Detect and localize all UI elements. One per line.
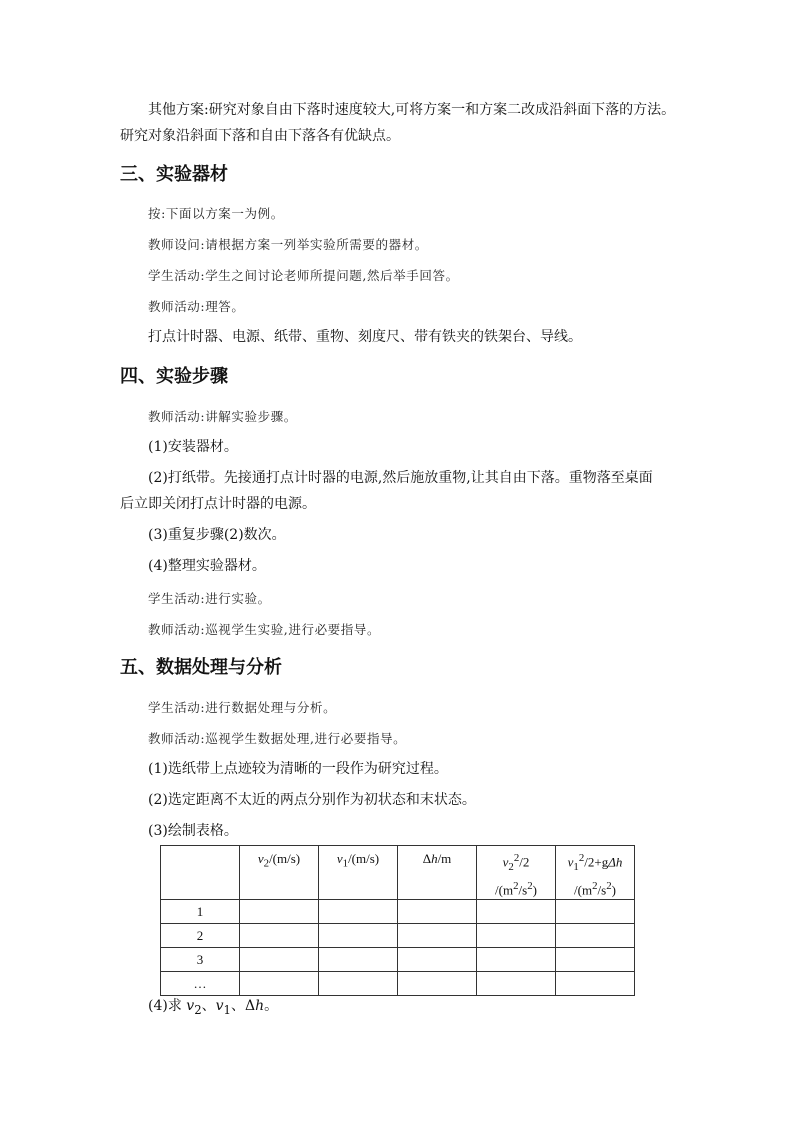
section-5-heading: 五、数据处理与分析 (120, 657, 282, 678)
table-header-v2: $v_2/(m/s)$ (240, 846, 319, 900)
paragraph-other-plan-line2: 研究对象沿斜面下落和自由下落各有优缺点。 (120, 128, 400, 144)
table-cell (398, 924, 477, 948)
section-4-step-4: (4)整理实验器材。 (148, 558, 266, 574)
section-4-step-3: (3)重复步骤(2)数次。 (148, 527, 286, 543)
table-cell (240, 924, 319, 948)
table-cell (319, 924, 398, 948)
section-5-student-activity: 学生活动:进行数据处理与分析。 (148, 700, 337, 715)
table-cell (556, 948, 635, 972)
table-header-row (161, 846, 635, 900)
period: 。 (264, 998, 279, 1014)
table-cell (398, 948, 477, 972)
section-3-note: 按:下面以方案一为例。 (148, 206, 284, 221)
section-5-step-4 (148, 993, 708, 1023)
table-row-index: … (161, 972, 240, 996)
table-cell (240, 900, 319, 924)
section-4-teacher-intro: 教师活动:讲解实验步骤。 (148, 409, 297, 424)
table-row (161, 948, 635, 972)
table-row-index: 3 (161, 948, 240, 972)
table-header-index (161, 846, 240, 900)
section-5-step-3: (3)绘制表格。 (148, 823, 238, 839)
table-cell (477, 948, 556, 972)
table-cell (319, 948, 398, 972)
table-cell (398, 900, 477, 924)
table-row-index: 1 (161, 900, 240, 924)
symbol-v1-subscript: 1 (223, 1002, 231, 1017)
table-cell (477, 900, 556, 924)
table-cell (240, 948, 319, 972)
table-row (161, 900, 635, 924)
table-cell (319, 900, 398, 924)
symbol-v2-subscript: 2 (194, 1002, 202, 1017)
table-header-v1: $v_1/(m/s)$ (319, 846, 398, 900)
symbol-v1: v (215, 998, 224, 1014)
section-5-step-2: (2)选定距离不太近的两点分别作为初状态和末状态。 (148, 792, 476, 808)
section-3-heading: 三、实验器材 (120, 164, 228, 185)
table-row (161, 924, 635, 948)
section-3-teacher-activity: 教师活动:理答。 (148, 299, 245, 314)
data-table (160, 845, 635, 996)
separator: 、 (201, 998, 216, 1014)
section-3-teacher-question: 教师设问:请根据方案一列举实验所需要的器材。 (148, 237, 428, 252)
section-4-student-activity: 学生活动:进行实验。 (148, 591, 271, 606)
symbol-h: h (255, 998, 265, 1014)
section-4-heading: 四、实验步骤 (120, 366, 228, 387)
section-4-teacher-activity: 教师活动:巡视学生实验,进行必要指导。 (148, 622, 381, 637)
table-cell (556, 900, 635, 924)
section-4-step-2-line2: 后立即关闭打点计时器的电源。 (120, 496, 316, 512)
section-3-student-activity: 学生活动:学生之间讨论老师所提问题,然后举手回答。 (148, 268, 459, 283)
symbol-v2: v (186, 998, 195, 1014)
table-header-delta-h: Δh/m (398, 846, 477, 900)
section-4-step-2-line1: (2)打纸带。先接通打点计时器的电源,然后施放重物,让其自由下落。重物落至桌面 (148, 470, 653, 486)
table-row-index: 2 (161, 924, 240, 948)
step-4-prefix: (4)求 (148, 998, 187, 1014)
paragraph-other-plan-line1: 其他方案:研究对象自由下落时速度较大,可将方案一和方案二改成沿斜面下落的方法。 (148, 102, 676, 118)
separator: 、 (230, 998, 245, 1014)
symbol-delta: Δ (244, 998, 256, 1014)
section-3-equipment-list: 打点计时器、电源、纸带、重物、刻度尺、带有铁夹的铁架台、导线。 (148, 329, 582, 345)
section-5-teacher-activity: 教师活动:巡视学生数据处理,进行必要指导。 (148, 731, 407, 746)
table-cell (556, 924, 635, 948)
section-4-step-1: (1)安装器材。 (148, 439, 238, 455)
table-cell (477, 924, 556, 948)
table-header-half-v2-squared: $v_2^2/2$ $/(m^2/s^2)$ (477, 846, 556, 900)
section-5-step-1: (1)选纸带上点迹较为清晰的一段作为研究过程。 (148, 761, 448, 777)
table-header-half-v1-squared-plus-g-delta-h: $v_1^2/2+g\Delta h$ $/(m^2/s^2)$ (556, 846, 635, 900)
